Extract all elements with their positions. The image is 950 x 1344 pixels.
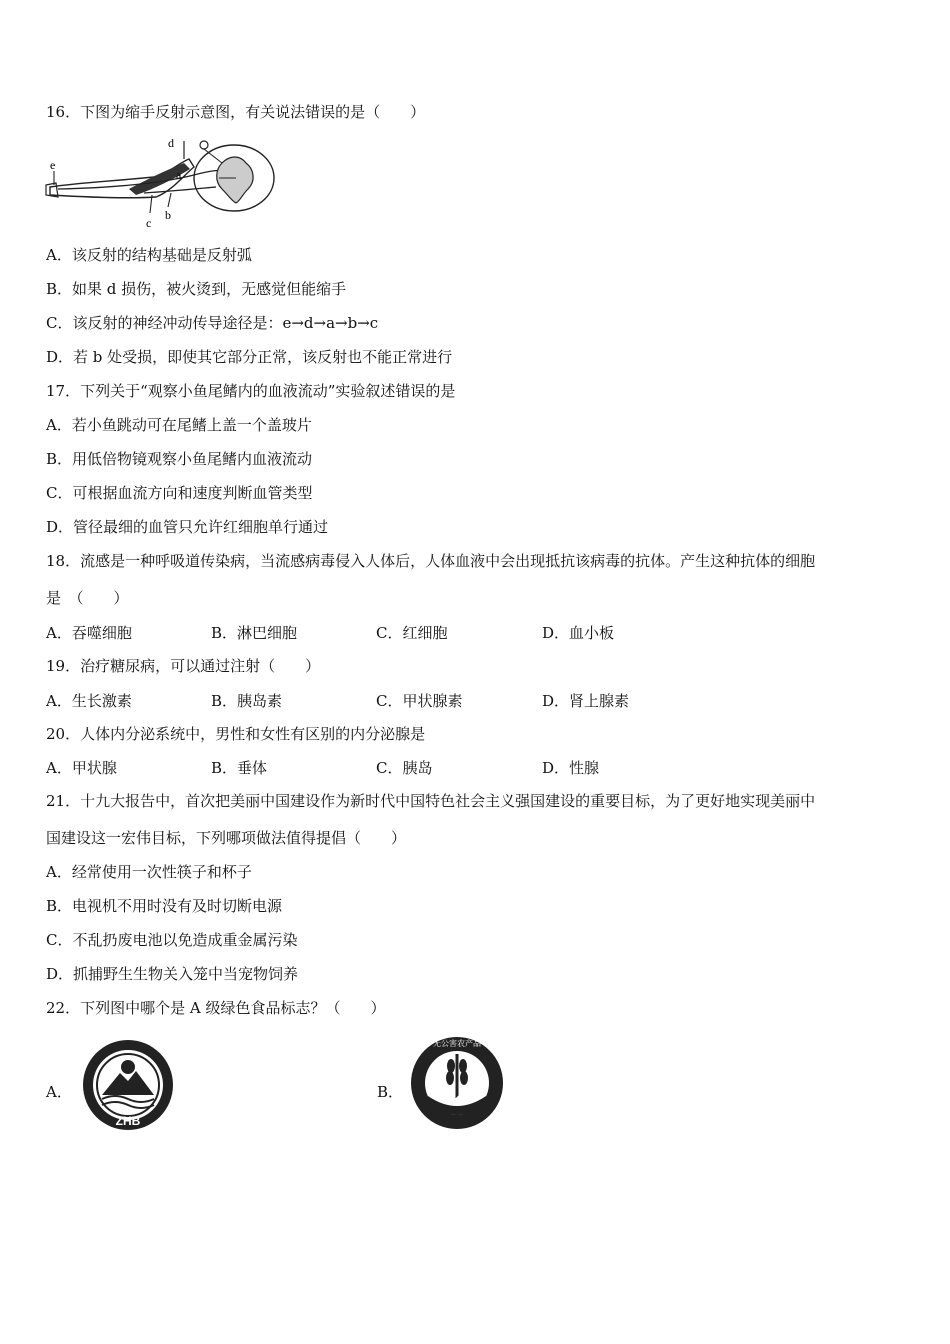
logo-b: [408, 1034, 506, 1132]
q17-option-a: A．若小鱼跳动可在尾鳍上盖一个盖玻片: [46, 416, 312, 434]
q21-stem-line1: 21．十九大报告中，首次把美丽中国建设作为新时代中国特色社会主义强国建设的重要目标，为了更好地实现美丽中: [46, 792, 816, 810]
q17-stem: 17．下列关于“观察小鱼尾鳍内的血液流动”实验叙述错误的是: [46, 382, 456, 400]
q19-stem: 19．治疗糖尿病，可以通过注射（ ）: [46, 657, 321, 675]
q18-option-c: C．红细胞: [376, 624, 448, 642]
label-a: a: [176, 168, 182, 182]
q17-option-c: C．可根据血流方向和速度判断血管类型: [46, 484, 313, 502]
q20-option-a: A．甲状腺: [46, 759, 117, 777]
q21-option-c: C．不乱扔废电池以免造成重金属污染: [46, 931, 298, 949]
label-c: c: [146, 216, 152, 230]
q20-option-c: C．胰岛: [376, 759, 433, 777]
q18-stem-line2: 是 （ ）: [46, 589, 129, 607]
q21-option-b: B．电视机不用时没有及时切断电源: [46, 897, 283, 915]
q22-stem: 22．下列图中哪个是 A 级绿色食品标志？（ ）: [46, 999, 386, 1017]
q18-option-d: D．血小板: [542, 624, 615, 642]
pollution-free-logo-icon: [408, 1034, 506, 1132]
q17-option-d: D．管径最细的血管只允许红细胞单行通过: [46, 518, 329, 536]
q16-option-a: A．该反射的结构基础是反射弧: [46, 246, 252, 264]
logo-a: [80, 1037, 176, 1133]
q16-option-b: B．如果 d 损伤，被火烫到，无感觉但能缩手: [46, 280, 347, 298]
reflex-arc-figure: [44, 133, 279, 233]
q16-option-d: D．若 b 处受损，即使其它部分正常，该反射也不能正常进行: [46, 348, 453, 366]
q16-option-c: C．该反射的神经冲动传导途径是：e→d→a→b→c: [46, 314, 379, 332]
label-e: e: [50, 158, 56, 172]
q19-options: [46, 690, 906, 710]
q21-option-d: D．抓捕野生生物关入笼中当宠物饲养: [46, 965, 299, 983]
logo-b-text: 无公害农产品: [433, 1039, 481, 1048]
q20-options: [46, 757, 906, 777]
q22-option-b-label: B．: [377, 1083, 404, 1101]
q21-option-a: A．经常使用一次性筷子和杯子: [46, 863, 252, 881]
q18-stem-line1: 18．流感是一种呼吸道传染病，当流感病毒侵入人体后，人体血液中会出现抵抗该病毒的抗体。产生这种抗体的细胞: [46, 552, 816, 570]
q18-option-b: B．淋巴细胞: [211, 624, 298, 642]
q18-option-a: A．吞噬细胞: [46, 624, 132, 642]
label-d: d: [168, 136, 174, 150]
q20-option-d: D．性腺: [542, 759, 600, 777]
q19-option-a: A．生长激素: [46, 692, 132, 710]
environment-logo-icon: [80, 1037, 176, 1133]
q19-option-c: C．甲状腺素: [376, 692, 463, 710]
reflex-arc-diagram: [44, 133, 279, 233]
q17-option-b: B．用低倍物镜观察小鱼尾鳍内血液流动: [46, 450, 313, 468]
q19-option-b: B．胰岛素: [211, 692, 283, 710]
q19-option-d: D．肾上腺素: [542, 692, 630, 710]
logo-a-text: ZHB: [115, 1114, 141, 1128]
q20-option-b: B．垂体: [211, 759, 268, 777]
q16-stem: 16．下图为缩手反射示意图，有关说法错误的是（ ）: [46, 103, 426, 121]
q21-stem-line2: 国建设这一宏伟目标，下列哪项做法值得提倡（ ）: [46, 829, 407, 847]
q18-options: [46, 622, 906, 642]
q20-stem: 20．人体内分泌系统中，男性和女性有区别的内分泌腺是: [46, 725, 426, 743]
label-b: b: [165, 208, 171, 222]
q22-option-a-label: A．: [46, 1083, 72, 1101]
